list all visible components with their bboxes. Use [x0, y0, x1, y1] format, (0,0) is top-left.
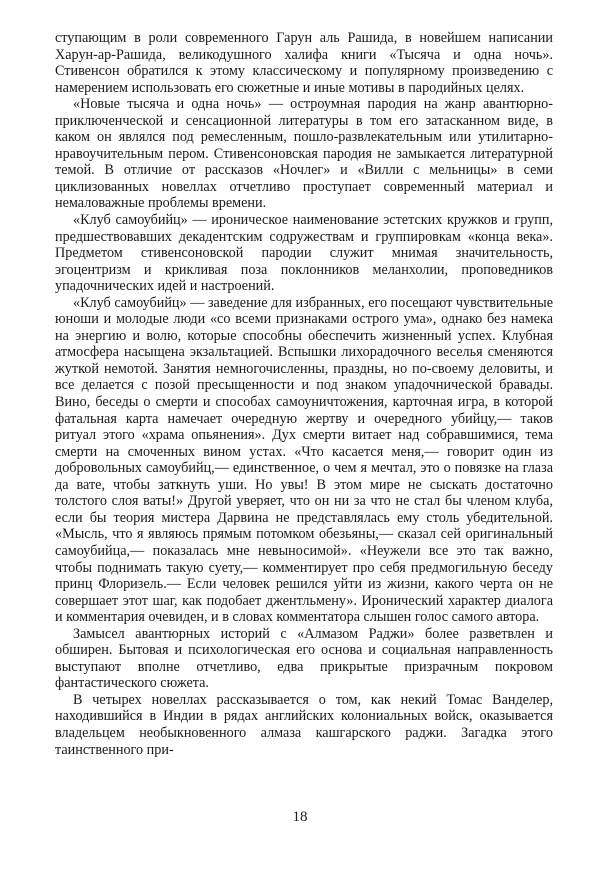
paragraph-3: «Клуб самоубийц» — ироническое наименование эстетских кружков и групп, предшествовавших декадентским содружествам и группировкам «конца века». Предметом стивенсоновской пародии служит мнимая значительность, эгоцентризм и крикливая поза поклонников меланхолии, проповедников упадочнических идей и настроений. — [55, 212, 553, 295]
book-page — [55, 30, 553, 860]
paragraph-2: «Новые тысяча и одна ночь» — остроумная пародия на жанр авантюрно-приключенческой и сенсационной литературы в том его затасканном виде, в каком он являлся под ремесленным, пошло-развлекательным или утилитарно-нравоучительным пером. Стивенсоновская пародия не замыкается литературной темой. В отличие от рассказов «Ночлег» и «Вилли с мельницы» в семи циклизованных новеллах отчетливо проступает современный материал и немаловажные проблемы времени. — [55, 96, 553, 212]
page-number: 18 — [292, 809, 308, 825]
paragraph-5: Замысел авантюрных историй с «Алмазом Раджи» более разветвлен и обширен. Бытовая и психологическая его основа и социальная направленность выступают вполне отчетливо, едва прикрытые призрачным покровом фантастического сюжета. — [55, 625, 553, 692]
paragraph-4: «Клуб самоубийц» — заведение для избранных, его посещают чувствительные юноши и молодые люди «со всеми признаками острого ума», однако без намека на энергию и волю, которые способны обеспечить жизненный успех. Клубная атмосфера насыщена экзальтацией. Вспышки лихорадочного веселья сменяются жуткой немотой. Занятия немногочисленны, праздны, но по-своему деловиты, и все делается с позой пресыщенности и под знаком упадочнической бравады. Вино, беседы о смерти и способах самоуничтожения, карточная игра, в которой фатальная карта намечает очередную жертву и очередного убийцу,— таков ритуал этого «храма опьянения». Дух смерти витает над собравшимися, тема смерти на смоченных вином устах. «Что касается меня,— говорит один из добровольных самоубийц,— единственное, о чем я мечтал, это о повязке на глаза да вате, чтобы заткнуть уши. Но увы! В этом мире не сыскать достаточно толстого слоя ваты!» Другой уверяет, что он ни за что не стал бы членом клуба, если бы теория мистера Дарвина не представлялась ему столь убедительной. «Мысль, что я являюсь прямым потомком обезьяны,— сказал сей оригинальный самоубийца,— показалась мне невыносимой». «Неужели все это так важно, чтобы поднимать такую суету,— комментирует про себя предмогильную беседу принц Флоризель.— Если человек решился уйти из жизни, какого черта он не совершает этот шаг, как подобает джентльмену». Иронический характер диалога и комментария очевиден, и в словах комментатора слышен голос самого автора. — [55, 294, 553, 626]
paragraph-6: В четырех новеллах рассказывается о том, как некий Томас Ванделер, находившийся в Индии в рядах английских колониальных войск, оказывается владельцем необыкновенного алмаза кашгарского раджи. Загадка этого таинственного при- — [55, 691, 553, 758]
paragraph-1: ступающим в роли современного Гарун аль Рашида, в новейшем написании Харун-ар-Рашида, великодушного халифа книги «Тысяча и одна ночь». Стивенсон обратился к этому классическому и популярному произведению с намерением использовать его сюжетные и иные мотивы в пародийных целях. — [55, 30, 553, 96]
